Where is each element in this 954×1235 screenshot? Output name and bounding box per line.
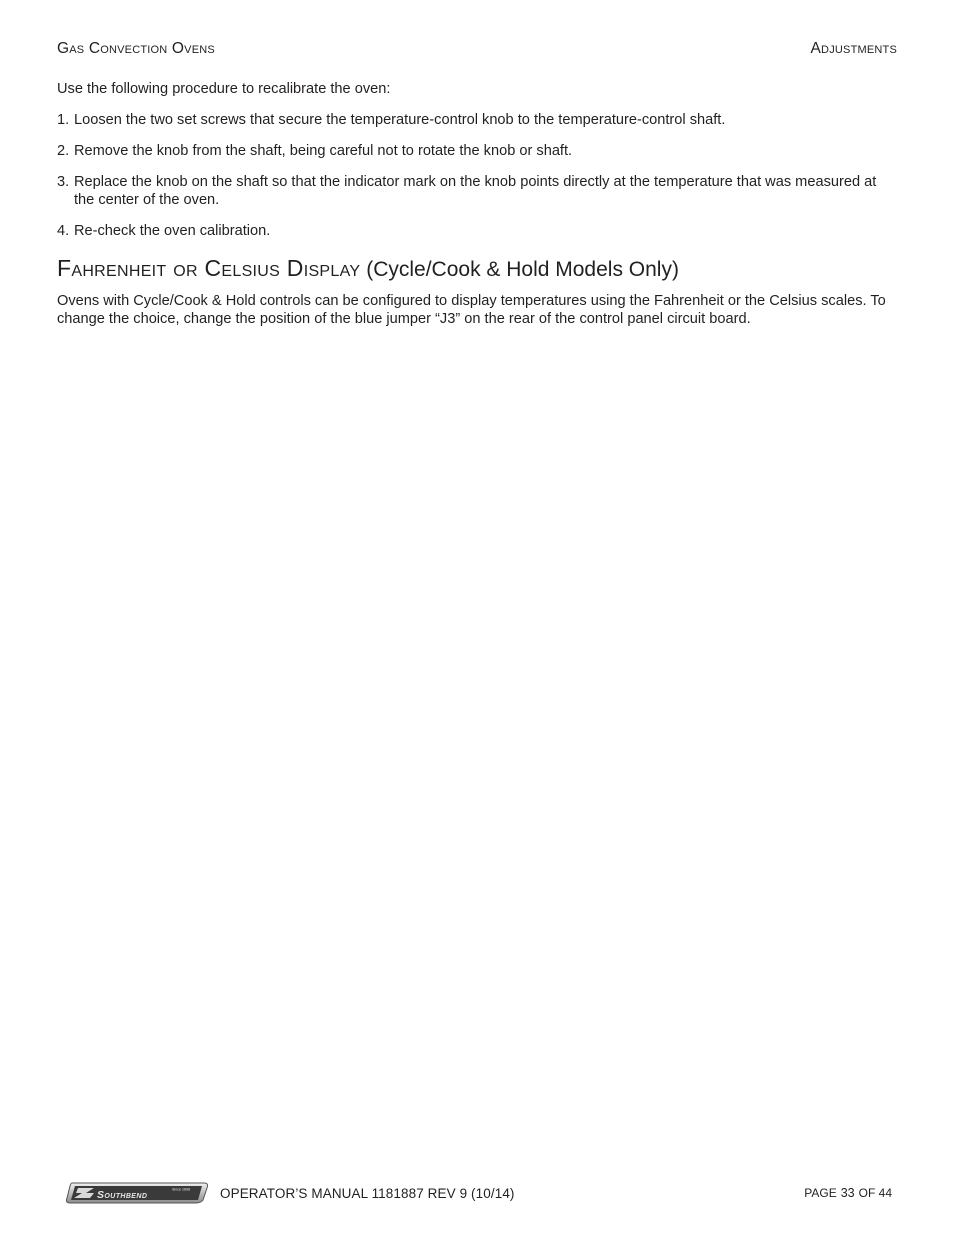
list-item bbox=[57, 111, 897, 129]
header-section-title: Adjustments bbox=[810, 40, 897, 57]
page-footer bbox=[64, 1180, 892, 1206]
list-item bbox=[57, 142, 897, 160]
logo-wordmark: Southbend bbox=[97, 1189, 148, 1201]
page-number: 33 bbox=[840, 1186, 855, 1200]
section-heading-sub: (Cycle/Cook & Hold Models Only) bbox=[366, 258, 679, 281]
southbend-logo bbox=[64, 1181, 210, 1205]
list-item bbox=[57, 173, 897, 209]
page-label: PAGE bbox=[804, 1186, 837, 1200]
step-text: Replace the knob on the shaft so that the indicator mark on the knob points directly at the temperature that was measured at the center of the oven. bbox=[74, 174, 877, 208]
step-text: Re-check the oven calibration. bbox=[74, 223, 271, 239]
step-number: 3. bbox=[57, 174, 70, 190]
procedure-steps bbox=[57, 111, 897, 240]
section-body-paragraph: Ovens with Cycle/Cook & Hold controls can be configured to display temperatures using the Fahrenheit or the Celsius scales. To change the choice, change the position of the blue jumper “J3” on the rear of the control panel circuit board. bbox=[57, 293, 886, 327]
manual-reference: OPERATOR’S MANUAL 1181887 REV 9 (10/14) bbox=[220, 1185, 515, 1201]
step-text: Remove the knob from the shaft, being careful not to rotate the knob or shaft. bbox=[74, 143, 573, 159]
step-text: Loosen the two set screws that secure the temperature-control knob to the temperature-control shaft. bbox=[74, 112, 726, 128]
logo-since-text: Since 1898 bbox=[172, 1187, 190, 1192]
list-item bbox=[57, 222, 897, 240]
section-heading-main: Fahrenheit or Celsius Display bbox=[57, 255, 361, 281]
page-header bbox=[57, 40, 897, 62]
header-document-title: Gas Convection Ovens bbox=[57, 40, 215, 57]
page-number-block bbox=[804, 1186, 892, 1200]
step-number: 2. bbox=[57, 143, 70, 159]
step-number: 4. bbox=[57, 223, 70, 239]
page-total: OF 44 bbox=[858, 1186, 892, 1200]
intro-paragraph: Use the following procedure to recalibrate the oven: bbox=[57, 81, 391, 97]
page-content bbox=[57, 80, 897, 328]
step-number: 1. bbox=[57, 112, 70, 128]
section-heading bbox=[57, 255, 897, 283]
